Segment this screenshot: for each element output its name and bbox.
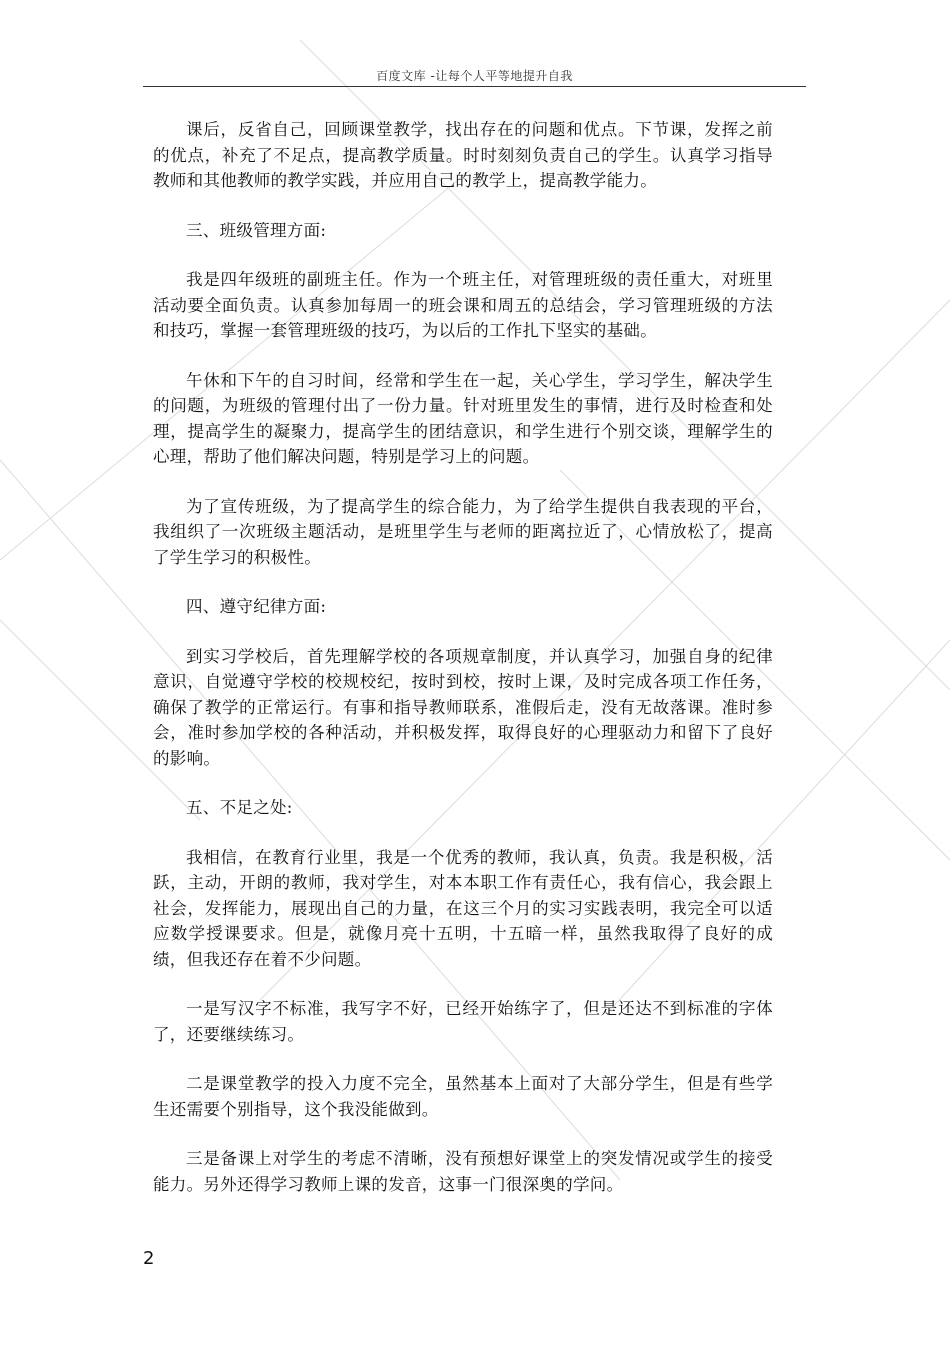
- paragraph-discipline: 到实习学校后，首先理解学校的各项规章制度，并认真学习，加强自身的纪律意识，自觉遵守学校的校规校纪，按时到校，按时上课，及时完成各项工作任务，确保了教学的正常运行。有事和指导教师联系，准假后走，没有无故落课。准时参会，准时参加学校的各种活动，并积极发挥，取得良好的心理驱动力和留下了良好的影响。: [153, 646, 773, 768]
- document-body: [153, 117, 773, 1221]
- paragraph-shortcoming-1: 一是写汉字不标准，我写字不好，已经开始练字了，但是还达不到标准的字体了，还要继续练习。: [153, 999, 773, 1044]
- paragraph-noon-break: 午休和下午的自习时间，经常和学生在一起，关心学生，学习学生，解决学生的问题，为班级的管理付出了一份力量。针对班里发生的事情，进行及时检查和处理，提高学生的凝聚力，提高学生的团结意识，和学生进行个别交谈，理解学生的心理，帮助了他们解决问题，特别是学习上的问题。: [153, 370, 773, 466]
- paragraph-reflection: 课后，反省自己，回顾课堂教学，找出存在的问题和优点。下节课，发挥之前的优点，补充了不足点，提高教学质量。时时刻刻负责自己的学生。认真学习指导教师和其他教师的教学实践，并应用自己的教学上，提高教学能力。: [153, 120, 773, 190]
- section-heading-discipline: 四、遵守纪律方面:: [186, 597, 327, 616]
- section-heading-class-management: 三、班级管理方面:: [186, 220, 327, 240]
- header-rule: [143, 86, 806, 87]
- page-header: 百度文库 -让每个人平等地提升自我: [376, 69, 573, 83]
- paragraph-shortcoming-2: 二是课堂教学的投入力度不完全，虽然基本上面对了大部分学生，但是有些学生还需要个别指导，这个我没能做到。: [153, 1074, 773, 1119]
- paragraph-shortcoming-3: 三是备课上对学生的考虑不清晰，没有预想好课堂上的突发情况或学生的接受能力。另外还得学习教师上课的发音，这事一门很深奥的学问。: [153, 1149, 773, 1194]
- section-heading-shortcomings: 五、不足之处:: [186, 798, 293, 817]
- paragraph-assistant-head-teacher: 我是四年级班的副班主任。作为一个班主任，对管理班级的责任重大，对班里活动要全面负责。认真参加每周一的班会课和周五的总结会，学习管理班级的方法和技巧，掌握一套管理班级的技巧，为以后的工作扎下坚实的基础。: [153, 270, 773, 340]
- paragraph-self-assessment: 我相信，在教育行业里，我是一个优秀的教师，我认真，负责。我是积极，活跃，主动，开朗的教师，我对学生，对本本职工作有责任心，我有信心，我会跟上社会，发挥能力，展现出自己的力量，在这三个月的实习实践表明，我完全可以适应数学授课要求。但是，就像月亮十五明，十五暗一样，虽然我取得了良好的成绩，但我还存在着不少问题。: [153, 847, 773, 969]
- paragraph-class-activity: 为了宣传班级，为了提高学生的综合能力，为了给学生提供自我表现的平台，我组织了一次班级主题活动，是班里学生与老师的距离拉近了，心情放松了，提高了学生学习的积极性。: [153, 496, 773, 567]
- page-number: 2: [143, 1248, 155, 1269]
